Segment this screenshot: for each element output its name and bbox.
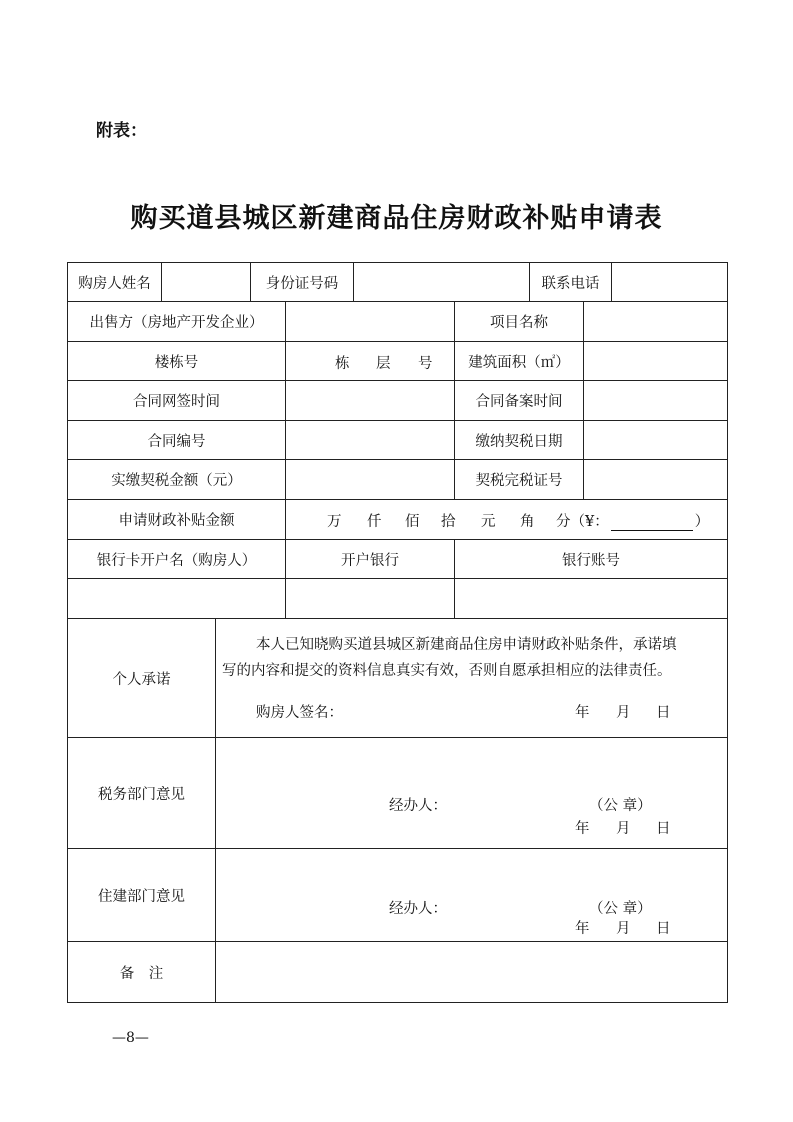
pledge-text-line2: 写的内容和提交的资料信息真实有效，否则自愿承担相应的法律责任。 xyxy=(222,663,672,679)
phone-field[interactable] xyxy=(611,262,728,302)
tax-year: 年 xyxy=(575,821,590,837)
contract-no-field[interactable] xyxy=(285,420,455,460)
unit-shi: 拾 xyxy=(441,514,456,530)
id-number-label: 身份证号码 xyxy=(250,262,354,302)
floor-ceng-label: 层 xyxy=(376,356,391,372)
tax-day: 日 xyxy=(656,821,671,837)
account-name-label: 银行卡开户名（购房人） xyxy=(67,539,286,579)
housing-month: 月 xyxy=(616,921,631,937)
attachment-label: 附表： xyxy=(96,121,147,141)
housing-opinion-label: 住建部门意见 xyxy=(67,848,216,942)
tax-amount-label: 实缴契税金额（元） xyxy=(67,459,286,500)
pledge-label: 个人承诺 xyxy=(67,618,216,738)
amount-blank-line[interactable] xyxy=(611,516,693,531)
record-time-field[interactable] xyxy=(583,380,728,421)
tax-opinion-label: 税务部门意见 xyxy=(67,737,216,849)
tax-handler-label: 经办人： xyxy=(389,798,447,814)
tax-date-label: 缴纳契税日期 xyxy=(454,420,584,460)
tax-opinion-field[interactable] xyxy=(215,737,728,849)
buyer-signature-label: 购房人签名： xyxy=(256,705,343,721)
page-number: —8— xyxy=(112,1030,149,1046)
sign-time-label: 合同网签时间 xyxy=(67,380,286,421)
tax-amount-field[interactable] xyxy=(285,459,455,500)
housing-seal-label: （公 章） xyxy=(589,901,652,917)
unit-yuan: 元 xyxy=(481,514,496,530)
project-field[interactable] xyxy=(583,301,728,342)
pledge-text-line1: 本人已知晓购买道县城区新建商品住房申请财政补贴条件，承诺填 xyxy=(256,637,677,653)
form-title: 购买道县城区新建商品住房财政补贴申请表 xyxy=(130,203,663,234)
seller-field[interactable] xyxy=(285,301,455,342)
housing-opinion-field[interactable] xyxy=(215,848,728,942)
tax-cert-label: 契税完税证号 xyxy=(454,459,584,500)
record-time-label: 合同备案时间 xyxy=(454,380,584,421)
id-number-field[interactable] xyxy=(353,262,530,302)
remarks-field[interactable] xyxy=(215,941,728,1003)
pledge-year: 年 xyxy=(575,705,590,721)
account-name-field[interactable] xyxy=(67,578,286,619)
unit-jiao: 角 xyxy=(520,514,535,530)
floor-dong-label: 栋 xyxy=(335,356,350,372)
floor-hao-label: 号 xyxy=(418,356,433,372)
housing-handler-label: 经办人： xyxy=(389,901,447,917)
area-field[interactable] xyxy=(583,341,728,381)
contract-no-label: 合同编号 xyxy=(67,420,286,460)
buyer-name-label: 购房人姓名 xyxy=(67,262,162,302)
seller-label: 出售方（房地产开发企业） xyxy=(67,301,286,342)
housing-day: 日 xyxy=(656,921,671,937)
area-label: 建筑面积（㎡） xyxy=(454,341,584,381)
phone-label: 联系电话 xyxy=(529,262,612,302)
unit-fen: 分（¥： ） xyxy=(556,514,710,530)
account-no-field[interactable] xyxy=(454,578,728,619)
subsidy-label: 申请财政补贴金额 xyxy=(67,499,286,540)
bank-label: 开户银行 xyxy=(285,539,455,579)
buyer-name-field[interactable] xyxy=(161,262,251,302)
housing-year: 年 xyxy=(575,921,590,937)
tax-seal-label: （公 章） xyxy=(589,798,652,814)
unit-qian: 仟 xyxy=(367,514,382,530)
project-label: 项目名称 xyxy=(454,301,584,342)
building-label: 楼栋号 xyxy=(67,341,286,381)
tax-cert-field[interactable] xyxy=(583,459,728,500)
sign-time-field[interactable] xyxy=(285,380,455,421)
pledge-day: 日 xyxy=(656,705,671,721)
remarks-label: 备 注 xyxy=(67,941,216,1003)
bank-field[interactable] xyxy=(285,578,455,619)
unit-bai: 佰 xyxy=(405,514,420,530)
pledge-month: 月 xyxy=(616,705,631,721)
account-no-label: 银行账号 xyxy=(454,539,728,579)
tax-month: 月 xyxy=(616,821,631,837)
unit-wan: 万 xyxy=(327,514,342,530)
tax-date-field[interactable] xyxy=(583,420,728,460)
